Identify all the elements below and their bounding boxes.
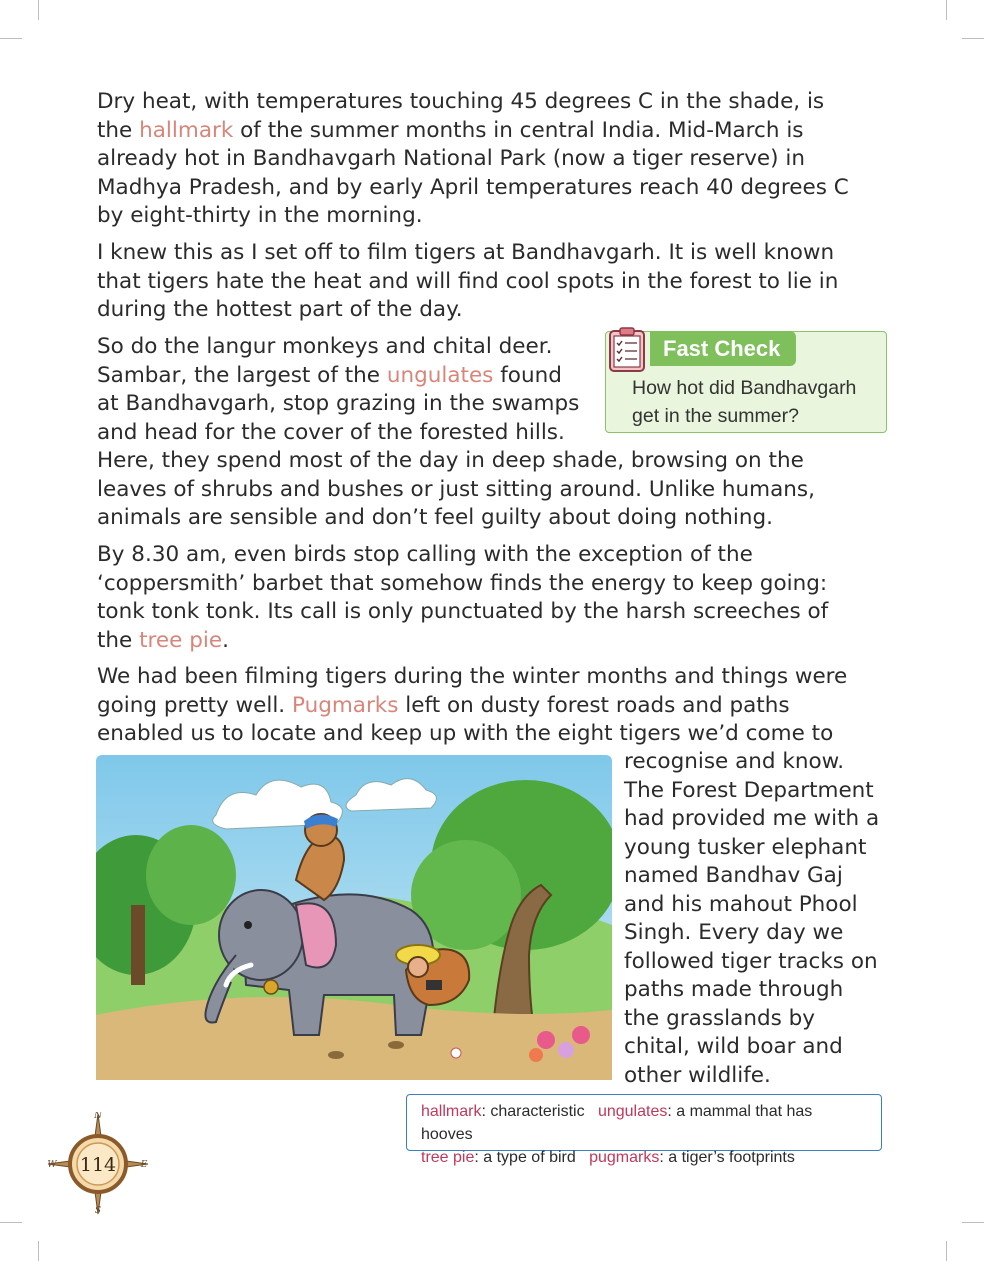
- text-line: [97, 692, 847, 721]
- fast-check-title: Fast Check: [650, 331, 796, 366]
- text-fragment: Sambar, the largest of the: [97, 362, 387, 388]
- text-line: The Forest Department: [624, 777, 874, 803]
- text-fragment: left on dusty forest roads and paths: [398, 692, 790, 718]
- glossary-term: hallmark: [421, 1103, 482, 1120]
- glossary-definition: : a type of bird: [474, 1149, 576, 1166]
- paragraph-5: [97, 663, 847, 749]
- paragraph-2: [97, 239, 838, 325]
- text-line: the grasslands by: [624, 1005, 816, 1031]
- glossary-row: [421, 1100, 867, 1146]
- compass-e: E: [140, 1160, 148, 1170]
- glossary-term: ungulates: [597, 1103, 668, 1120]
- glossary-definition: : a tiger’s footprints: [659, 1149, 795, 1166]
- text-line: at Bandhavgarh, stop grazing in the swamps: [97, 391, 580, 416]
- text-line: paths made through: [624, 977, 844, 1002]
- text-line: ‘coppersmith’ barbet that somehow finds the energy to keep going:: [97, 570, 828, 596]
- text-line: named Bandhav Gaj: [624, 863, 843, 888]
- text-line: We had been filming tigers during the winter months and things were: [97, 664, 848, 689]
- text-line: [97, 627, 828, 656]
- glossary-definition: : characteristic: [481, 1103, 585, 1120]
- glossary-term-ungulates: ungulates: [386, 362, 494, 388]
- text-fragment: going pretty well.: [97, 692, 292, 718]
- text-line: that tigers hate the heat and will find cool spots in the forest to lie in: [97, 268, 839, 294]
- glossary-term: pugmarks: [589, 1149, 660, 1166]
- text-line: young tusker elephant: [624, 834, 867, 860]
- text-line: and head for the cover of the forested hills.: [97, 419, 565, 445]
- text-line: Dry heat, with temperatures touching 45 degrees C in the shade, is: [97, 89, 825, 114]
- compass-w: W: [47, 1160, 57, 1170]
- paragraph-1: [97, 88, 849, 231]
- crop-mark: [946, 1241, 947, 1261]
- crop-mark: [38, 0, 39, 20]
- crop-mark: [962, 38, 984, 39]
- text-line: Singh. Every day we: [624, 920, 844, 945]
- crop-mark: [0, 38, 22, 39]
- text-fragment: the: [97, 627, 140, 653]
- text-line: animals are sensible and don’t feel guilty about doing nothing.: [97, 505, 773, 530]
- text-line: tonk tonk tonk. Its call is only punctuated by the harsh screeches of: [97, 599, 829, 624]
- text-line: [97, 117, 849, 146]
- page-number: 114: [79, 1154, 117, 1176]
- text-line: by eight-thirty in the morning.: [97, 203, 423, 228]
- glossary-term-hallmark: hallmark: [139, 117, 234, 143]
- compass-n: N: [94, 1112, 102, 1121]
- fast-check-question: [632, 374, 856, 430]
- text-line: followed tiger tracks on: [624, 948, 878, 974]
- text-line: By 8.30 am, even birds stop calling with the exception of the: [97, 542, 753, 567]
- text-line: leaves of shrubs and bushes or just sitting around. Unlike humans,: [97, 476, 815, 502]
- text-fragment: the: [97, 117, 140, 143]
- text-line: Madhya Pradesh, and by early April temperatures reach 40 degrees C: [97, 174, 849, 200]
- question-line: How hot did Bandhavgarh: [632, 377, 857, 399]
- text-fragment: found: [493, 362, 562, 388]
- compass-s: S: [94, 1206, 102, 1216]
- crop-mark: [0, 1222, 22, 1223]
- checklist-icon: [603, 325, 653, 375]
- compass-page-number: [46, 1112, 150, 1216]
- crop-mark: [962, 1222, 984, 1223]
- question-line: get in the summer?: [632, 405, 799, 427]
- glossary-row: [421, 1146, 867, 1169]
- text-line: other wildlife.: [624, 1062, 771, 1088]
- glossary-term: tree pie: [421, 1149, 475, 1166]
- text-line: enabled us to locate and keep up with the eight tigers we’d come to: [97, 721, 834, 746]
- text-line: So do the langur monkeys and chital deer.: [97, 334, 553, 359]
- elephant-illustration: [96, 755, 612, 1080]
- text-line: chital, wild boar and: [624, 1034, 843, 1059]
- text-line: during the hottest part of the day.: [97, 297, 463, 322]
- text-line: Here, they spend most of the day in deep shade, browsing on the: [97, 448, 804, 473]
- text-line: recognise and know.: [624, 749, 845, 774]
- text-line: and his mahout Phool: [624, 891, 858, 917]
- glossary-term-tree-pie: tree pie: [139, 627, 223, 653]
- glossary-definition: : a mammal that has hooves: [421, 1103, 813, 1143]
- text-fragment: of the summer months in central India. Mid-March is: [233, 117, 804, 143]
- paragraph-5-side-column: [624, 748, 879, 1090]
- crop-mark: [946, 0, 947, 20]
- text-line: had provided me with a: [624, 806, 880, 831]
- glossary-term-pugmarks: Pugmarks: [291, 692, 399, 718]
- text-line: already hot in Bandhavgarh National Park (now a tiger reserve) in: [97, 146, 805, 171]
- text-line: I knew this as I set off to film tigers at Bandhavgarh. It is well known: [97, 240, 835, 265]
- paragraph-4: [97, 541, 828, 655]
- glossary-box: [406, 1094, 882, 1166]
- text-fragment: .: [222, 627, 229, 653]
- crop-mark: [38, 1241, 39, 1261]
